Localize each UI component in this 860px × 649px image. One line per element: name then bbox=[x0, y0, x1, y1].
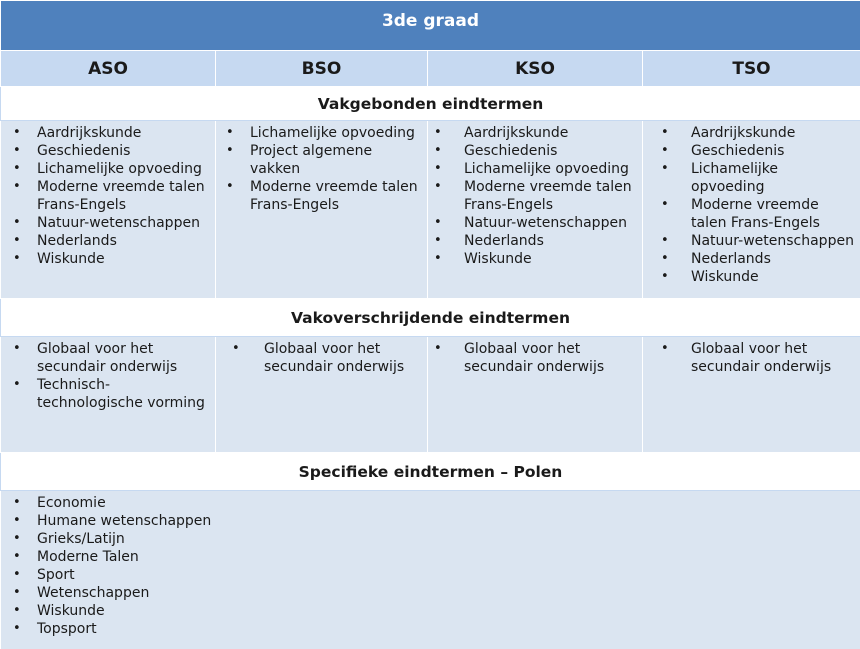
column-header-tso: TSO bbox=[643, 51, 860, 87]
list-item: • Geschiedenis bbox=[428, 142, 636, 160]
list-item: • Geschiedenis bbox=[643, 142, 854, 160]
list-item: • Moderne vreemde talen Frans-Engels bbox=[1, 178, 209, 214]
vakoverschrijdende-tso-list bbox=[643, 337, 860, 376]
section-heading-vakgebonden: Vakgebonden eindtermen bbox=[1, 87, 860, 121]
list-item: • Moderne vreemde talen Frans-Engels bbox=[428, 178, 636, 214]
vakgebonden-bso-cell bbox=[216, 121, 428, 299]
list-item: • Humane wetenschappen bbox=[1, 512, 854, 530]
list-item: • Globaal voor het secundair onderwijs bbox=[216, 340, 421, 376]
vakoverschrijdende-aso-cell bbox=[1, 337, 216, 453]
list-item: • Nederlands bbox=[643, 250, 854, 268]
table-title: 3de graad bbox=[1, 1, 860, 51]
specifieke-polen-list bbox=[1, 491, 860, 638]
list-item: • Nederlands bbox=[428, 232, 636, 250]
section-heading-vakoverschrijdende: Vakoverschrijdende eindtermen bbox=[1, 299, 860, 337]
list-item: • Natuur-wetenschappen bbox=[1, 214, 209, 232]
vakgebonden-bso-list bbox=[216, 121, 427, 214]
list-item: • Topsport bbox=[1, 620, 854, 638]
list-item: • Aardrijkskunde bbox=[428, 124, 636, 142]
column-header-kso: KSO bbox=[428, 51, 643, 87]
list-item: • Lichamelijke opvoeding bbox=[1, 160, 209, 178]
list-item: • Natuur-wetenschappen bbox=[643, 232, 854, 250]
vakoverschrijdende-bso-cell bbox=[216, 337, 428, 453]
list-item: • Lichamelijke opvoeding bbox=[643, 160, 854, 196]
column-header-aso: ASO bbox=[1, 51, 216, 87]
vakoverschrijdende-aso-list bbox=[1, 337, 215, 412]
list-item: • Moderne vreemde talen Frans-Engels bbox=[643, 196, 854, 232]
list-item: • Technisch-technologische vorming bbox=[1, 376, 209, 412]
list-item: • Wiskunde bbox=[1, 250, 209, 268]
list-item: • Grieks/Latijn bbox=[1, 530, 854, 548]
vakgebonden-tso-list bbox=[643, 121, 860, 286]
list-item: • Geschiedenis bbox=[1, 142, 209, 160]
list-item: • Globaal voor het secundair onderwijs bbox=[428, 340, 636, 376]
list-item: • Project algemene vakken bbox=[216, 142, 421, 178]
list-item: • Wiskunde bbox=[1, 602, 854, 620]
list-item: • Nederlands bbox=[1, 232, 209, 250]
vakoverschrijdende-kso-cell bbox=[428, 337, 643, 453]
specifieke-polen-cell bbox=[1, 491, 860, 649]
vakgebonden-tso-cell bbox=[643, 121, 860, 299]
list-item: • Sport bbox=[1, 566, 854, 584]
vakgebonden-kso-cell bbox=[428, 121, 643, 299]
list-item: • Wetenschappen bbox=[1, 584, 854, 602]
vakgebonden-aso-list bbox=[1, 121, 215, 268]
vakoverschrijdende-tso-cell bbox=[643, 337, 860, 453]
vakoverschrijdende-bso-list bbox=[216, 337, 427, 376]
column-header-bso: BSO bbox=[216, 51, 428, 87]
list-item: • Lichamelijke opvoeding bbox=[428, 160, 636, 178]
vakoverschrijdende-kso-list bbox=[428, 337, 642, 376]
vakgebonden-aso-cell bbox=[1, 121, 216, 299]
list-item: • Wiskunde bbox=[643, 268, 854, 286]
list-item: • Moderne vreemde talen Frans-Engels bbox=[216, 178, 421, 214]
section-heading-specifieke: Specifieke eindtermen – Polen bbox=[1, 453, 860, 491]
list-item: • Globaal voor het secundair onderwijs bbox=[1, 340, 209, 376]
list-item: • Aardrijkskunde bbox=[643, 124, 854, 142]
list-item: • Economie bbox=[1, 494, 854, 512]
list-item: • Lichamelijke opvoeding bbox=[216, 124, 421, 142]
list-item: • Natuur-wetenschappen bbox=[428, 214, 636, 232]
list-item: • Wiskunde bbox=[428, 250, 636, 268]
list-item: • Aardrijkskunde bbox=[1, 124, 209, 142]
list-item: • Globaal voor het secundair onderwijs bbox=[643, 340, 854, 376]
vakgebonden-kso-list bbox=[428, 121, 642, 268]
list-item: • Moderne Talen bbox=[1, 548, 854, 566]
